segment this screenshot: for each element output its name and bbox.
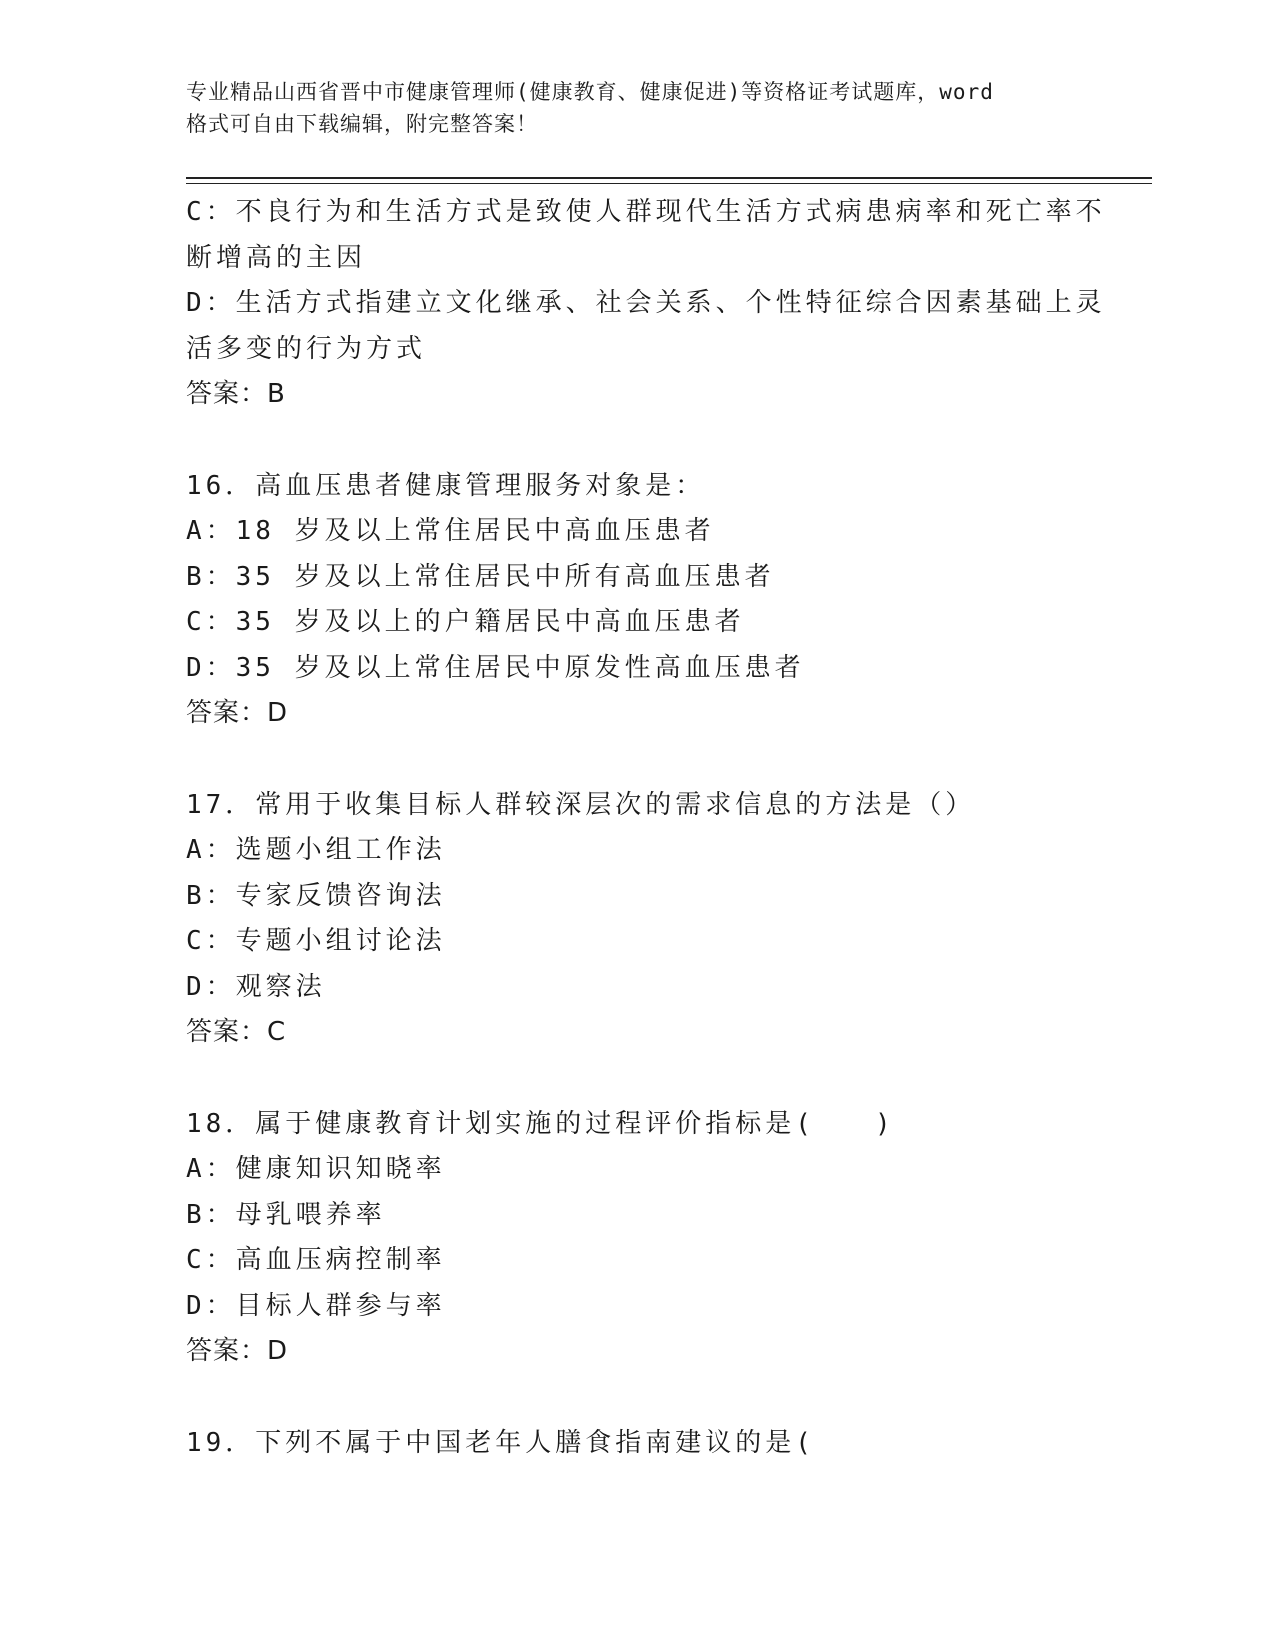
option-c: C：35 岁及以上的户籍居民中高血压患者: [186, 607, 745, 637]
document-header: [186, 76, 1086, 140]
option-b: B：专家反馈咨询法: [186, 880, 446, 911]
answer: 答案：C: [186, 1017, 287, 1047]
spacer: [186, 737, 1086, 783]
header-divider-thick: [186, 177, 1152, 179]
answer: 答案：B: [186, 379, 286, 409]
spacer: [186, 1375, 1086, 1421]
question-list: [186, 190, 1106, 1466]
question-text: 19．下列不属于中国老年人膳食指南建议的是(: [186, 1427, 815, 1458]
option-b: B：35 岁及以上常住居民中所有高血压患者: [186, 561, 775, 592]
question-15: [186, 190, 1106, 418]
answer: 答案：D: [186, 698, 289, 728]
option-c: C：专题小组讨论法: [186, 926, 446, 956]
question-19: [186, 1421, 1086, 1467]
option-d-line-2: 活多变的行为方式: [186, 333, 427, 364]
option-d: D：目标人群参与率: [186, 1290, 446, 1321]
spacer: [186, 418, 1086, 464]
header-line-2: 格式可自由下载编辑，附完整答案！: [186, 112, 538, 136]
option-d-line-1: D：生活方式指建立文化继承、社会关系、个性特征综合因素基础上灵: [186, 288, 1106, 318]
question-17: [186, 783, 1086, 1056]
question-text: 16．高血压患者健康管理服务对象是：: [186, 470, 706, 501]
option-c-line-2: 断增高的主因: [186, 242, 367, 273]
option-c: C：高血压病控制率: [186, 1245, 446, 1275]
question-16: [186, 464, 1086, 737]
option-a: A：选题小组工作法: [186, 835, 446, 865]
question-text: 18．属于健康教育计划实施的过程评价指标是( ): [186, 1108, 895, 1139]
option-a: A：18 岁及以上常住居民中高血压患者: [186, 516, 715, 546]
option-b: B：母乳喂养率: [186, 1199, 386, 1230]
header-divider-thin: [186, 183, 1152, 184]
option-c-line-1: C：不良行为和生活方式是致使人群现代生活方式病患病率和死亡率不: [186, 197, 1106, 227]
option-d: D：35 岁及以上常住居民中原发性高血压患者: [186, 652, 805, 683]
question-18: [186, 1102, 1086, 1375]
option-d: D：观察法: [186, 971, 326, 1002]
question-text: 17．常用于收集目标人群较深层次的需求信息的方法是（）: [186, 789, 976, 820]
spacer: [186, 1056, 1086, 1102]
answer: 答案：D: [186, 1336, 289, 1366]
option-a: A：健康知识知晓率: [186, 1154, 446, 1184]
header-line-1: 专业精品山西省晋中市健康管理师(健康教育、健康促进)等资格证考试题库，word: [186, 80, 994, 104]
